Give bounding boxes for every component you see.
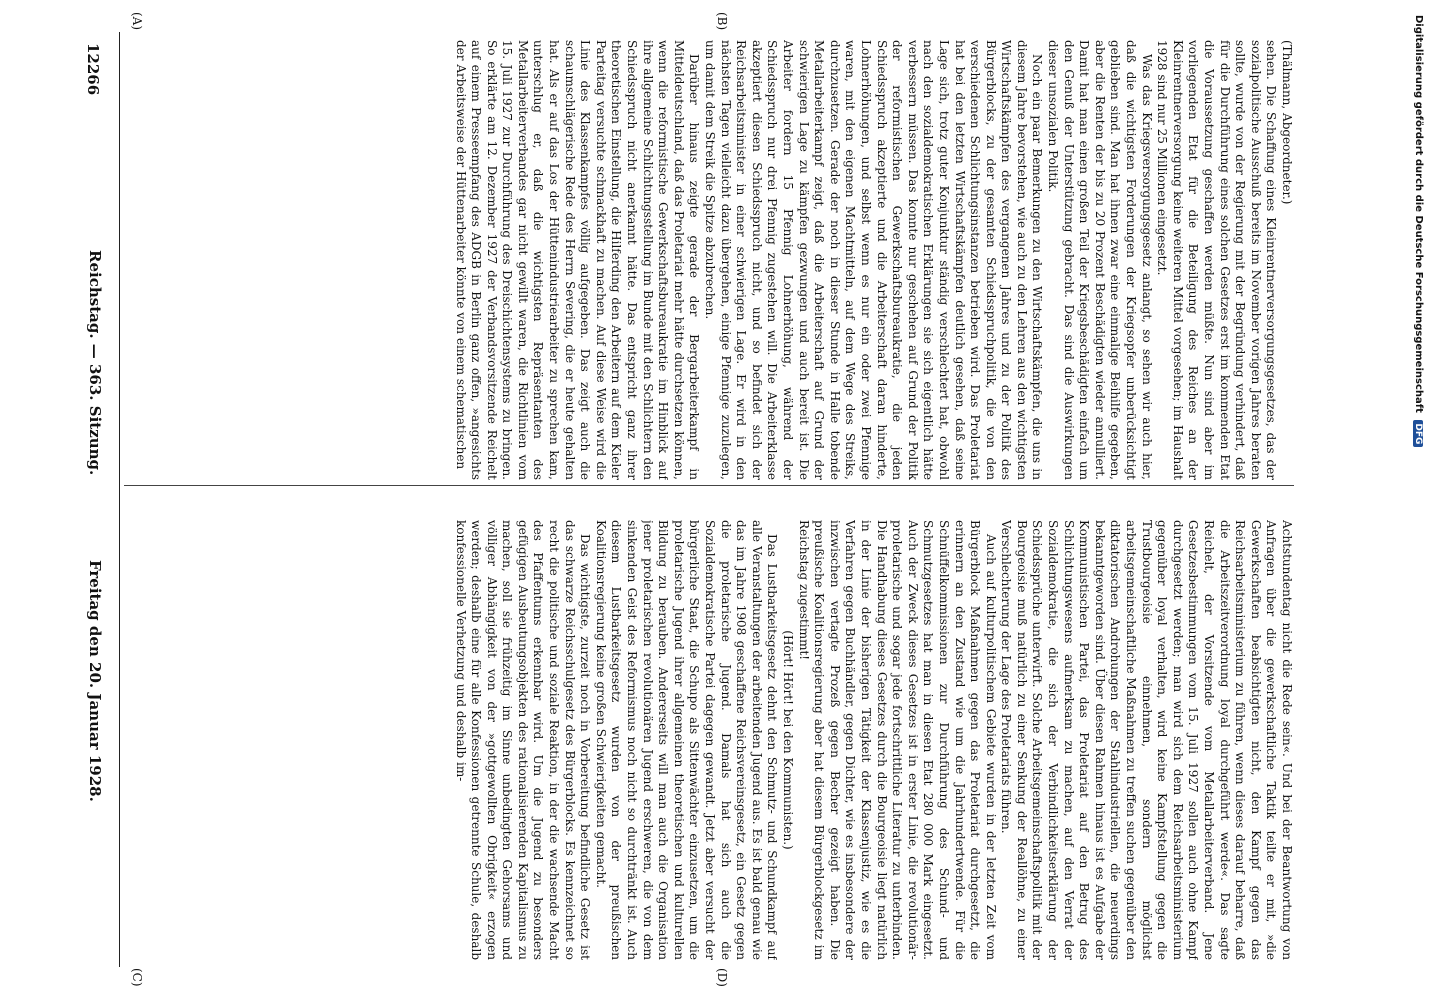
margin-marker-c: (C) [130,968,144,987]
margin-marker-b: (B) [715,12,729,31]
paragraph: Achtstundentag nicht die Rede sein«. Und bei der Beantwortung von Anfragen über die gewerkschaftliche Taktik teilte er mit, »die Gewerkschaften beabsichtigten nicht, den Kampf gegen das Reichsarbeitsministerium zu führen, wenn dieses darauf beharre, daß die Arbeitszeitverordnung loyal durchgeführt werde«. Das sagte Reichelt, der Vorsitzende vom Metallarbeiterverband. Jene Gesetzesbestimmungen vom 15. Juli 1927 sollen auch ohne Kampf durchgesetzt werden; man wird sich dem Reichsarbeitsministerium gegenüber loyal verhalten, wird keine Kampfstellung gegen die Trustbourgeoisie einnehmen, sondern möglichst arbeitsgemeinschaftliche Maßnahmen zu treffen suchen gegenüber den diktatorischen Androhungen der Stahlindustriellen, die neuerdings bekanntgeworden sind. Über diesen Rahmen hinaus ist es Aufgabe der Kommunistischen Partei, das Proletariat auf den Betrug des Schlichtungswesens aufmerksam zu machen, auf den Verrat der Sozialdemokratie, die sich der Verbindlichkeitserklärung der Schiedssprüche unterwirft. Solche Arbeitsgemeinschaftspolitik mit der Bourgeoisie muß natürlich zu einer Senkung der Reallöhne, zu einer Verschlechterung der Lage des Proletariats führen. [999,520,1294,960]
margin-marker-d: (D) [715,968,729,987]
paragraph: sehen. Die Schaffung eines Kleinrentnerversorgungsgesetzes, das der sozialpolitische Ausschuß bereits im November vorigen Jahres beraten sollte, wurde von der Regierung mit der Begründung verhindert, daß für die Durchführung eines solchen Gesetzes erst im kommenden Etat die Voraussetzung geschaffen werden müßte. Nun sind aber im vorliegenden Etat für die Beteiligung des Reiches an der Kleinrentnerversorgung keine weiteren Mittel vorgesehen; im Haushalt 1928 sind nur 25 Millionen eingesetzt. [1155,40,1279,480]
margin-marker-a: (A) [130,12,144,31]
header-rule [119,32,120,967]
digitization-credit [1413,15,1424,985]
left-column [124,40,1294,480]
interjection: (Hört! Hört! bei den Kommunisten.) [781,630,795,850]
paragraph: Auch auf kulturpolitischem Gebiete wurden in der letzten Zeit vom Bürgerblock Maßnahmen gegen das Proletariat durchgesetzt, die erinnern an den Zustand wie um die Jahrhundertwende. Für die Schnüffelkommissionen zur Durchführung des Schund- und Schmutzgesetzes hat man in diesen Etat 280 000 Mark eingesetzt. Auch der Zweck dieses Gesetzes ist in erster Linie, die revolutionär-proletarische und sogar jede fortschrittliche Literatur zu unterbinden. Die Handhabung dieses Gesetzes durch die Bourgeoisie liegt natürlich in der Linie der bisherigen Tätigkeit der Klassenjustiz, wie es die Verfahren gegen Buchhändler, gegen Dichter, wie es insbesondere der inzwischen vertagte Prozeß gegen Becher gezeigt haben. Die preußische Koalitionsregierung aber hat diesem Bürgerblockgesetz im Reichstag zugestimmt! [796,520,998,960]
dfg-logo: DFG [1413,420,1423,447]
paragraph: Darüber hinaus zeigte gerade der Bergarbeiterkampf in Mitteldeutschland, daß das Proletariat mehr hätte durchsetzen können, wenn die reformistische Gewerkschaftsbureaukratie im Hinblick auf ihre allgemeine Schlichtungsstellung im Bunde mit den Schlichtern den Schiedsspruch nicht anerkannt hätte. Das entspricht ganz ihrer theoretischen Einstellung, die Hilferding den Arbeitern auf dem Kieler Parteitag versuchte schmackhaft zu machen. Auf diese Weise wird die Linie des Klassenkampfes völlig aufgegeben. Das zeigt auch die schaumschlägerische Rede des Herrn Severing, die er heute gehalten hat. Als er auf das Los der Hüttenindustriearbeiter zu sprechen kam, unterschlug er, daß die wichtigsten Repräsentanten des Metallarbeiterverbandes gar nicht gewillt waren, die Richtlinien vom 15. Juli 1927 zur Durchführung des Dreischichtensystems zu bringen. So erklärte am 12. Dezember 1927 der Verbandsvorsitzende Reichelt auf einem Presseempfang des ADGB in Berlin ganz offen, »angesichts der Arbeitsweise der Hüttenarbeiter könnte von einem schematischen [453,40,702,480]
session-title: Reichstag. — 363. Sitzung. [86,250,104,476]
credit-text: Digitalisierung gefördert durch die Deutsche Forschungsgemeinschaft [1413,15,1424,413]
right-column [124,520,1294,960]
speaker-label: (Thälmann, Abgeordneter.) [1280,40,1294,205]
page-number: 12266 [84,43,102,96]
paragraph: Das Lustbarkeitsgesetz dehnt den Schmutz- und Schundkampf auf alle Veranstaltungen der arbeitenden Jugend aus. Es ist bald genau wie das im Jahre 1908 geschaffene Reichsvereinsgesetz, ein Gesetz gegen die proletarische Jugend. Damals hat sich auch die Sozialdemokratische Partei dagegen gewandt. Jetzt aber versucht der bürgerliche Staat, die Schupo als Sittenwächter einzusetzen, um die proletarische Jugend ihrer allgemeinen theoretischen und kulturellen Bildung zu berauben. Andererseits will man auch die Organisation jener proletarischen revolutionären Jugend erschweren, die von dem sinkenden Geist des Reformismus noch nicht so durchtränkt ist. Auch diesem Lustbarkeitsgesetz wurden von der preußischen Koalitionsregierung keine großen Schwierigkeiten gemacht. [593,520,780,960]
paragraph: Noch ein paar Bemerkungen zu den Wirtschaftskämpfen, die uns in diesem Jahre bevorstehen, wie auch zu den Lehren aus den wichtigsten Wirtschaftskämpfen des vergangenen Jahres und zu der Politik des Bürgerblocks, zu der gesamten Schiedsspruchpolitik, die von den verschiedenen Schlichtungsinstanzen betrieben wird. Das Proletariat hat bei den letzten Wirtschaftskämpfen deutlich gesehen, daß seine Lage sich, trotz guter Konjunktur ständig verschlechtert hat, obwohl nach den sozialdemokratischen Erklärungen sie sich eigentlich hätte verbessern müssen. Das konnte nur geschehen auf Grund der Politik der reformistischen Gewerkschaftsbureaukratie, die jeden Schiedsspruch akzeptierte und die Arbeiterschaft daran hinderte, Lohnerhöhungen, und selbst wenn es nur ein oder zwei Pfennige waren, mit den eigenen Machtmitteln, auf dem Wege des Streiks, durchzusetzen. Gerade der noch in dieser Stunde in Halle tobende Metallarbeiterkampf zeigt, daß die Arbeiterschaft auf Grund der schwierigen Lage zu kämpfen gezwungen und auch bereit ist. Die Arbeiter fordern 15 Pfennig Lohnerhöhung, während der Schiedsspruch nur drei Pfennig zugestehen will. Die Arbeiterklasse akzeptiert diesen Schiedsspruch nicht, und so befindet sich der Reichsarbeitsminister in einer schwierigen Lage. Er wird in den nächsten Tagen vielleicht dazu übergehen, einige Pfennige zuzulegen, um damit dem Streik die Spitze abzubrechen. [703,40,1045,480]
session-date: Freitag den 20. Januar 1928. [86,560,104,802]
paragraph: Das wichtigste, zurzeit noch in Vorbereitung befindliche Gesetz ist das schwarze Reichsschulgesetz des Bürgerblocks. Es kennzeichnet so recht die politische und soziale Reaktion, in der die wachsende Macht des Pfaffentums erkennbar wird. Um die Jugend zu besonders gefügigen Ausbeutungsobjekten des rationalisierenden Kapitalismus zu machen, soll sie frühzeitig im Sinne unbedingten Gehorsams und völliger Abhängigkeit von der »gottgewollten Obrigkeit« erzogen werden; deshalb eine für alle Konfessionen getrennte Schule, deshalb konfessionelle Verhetzung und deshalb im- [453,520,593,960]
paragraph: Was das Kriegsversorgungsgesetz anlangt, so sehen wir auch hier, daß die wichtigsten Forderungen der Kriegsopfer unberücksichtigt geblieben sind. Man hat ihnen zwar eine einmalige Beihilfe gegeben, aber die Renten der bis zu 20 Prozent Beschädigten wieder annulliert. Damit hat man einen großen Teil der Kriegsbeschädigten einfach um den Genuß der Unterstützung gebracht. Das sind die Auswirkungen dieser unsozialen Politik. [1046,40,1154,480]
column-divider [124,485,1294,486]
